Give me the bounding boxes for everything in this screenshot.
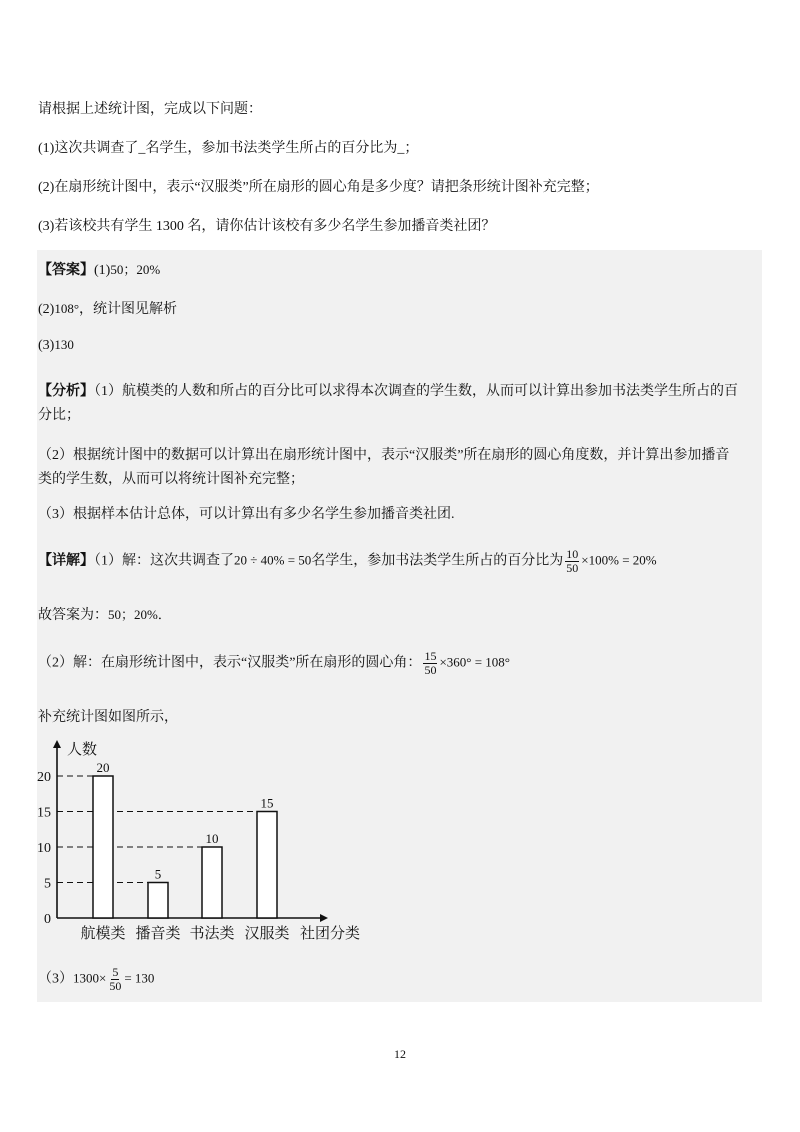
detail-line-2 <box>38 650 510 677</box>
detail-result-line <box>38 604 171 624</box>
detail-3-math-b: = 130 <box>124 970 155 986</box>
detail-line-3 <box>38 966 154 993</box>
detail-1-text: （1）解：这次共调查了 <box>94 553 234 569</box>
answer-2-prefix: (2) <box>38 302 55 317</box>
answer-line-2 <box>38 298 177 318</box>
detail-result-value: 50；20%． <box>108 607 171 622</box>
answer-tag: 【答案】 <box>38 263 94 278</box>
question-3: (3)若该校共有学生 1300 名，请你估计该校有多少名学生参加播音类社团？ <box>38 219 496 234</box>
question-1: (1)这次共调查了_名学生，参加书法类学生所占的百分比为_； <box>38 141 419 156</box>
detail-result-label: 故答案为： <box>38 608 108 623</box>
y-tick-label-10: 10 <box>37 841 51 856</box>
answer-line-1 <box>38 259 160 279</box>
answer-3-prefix: (3) <box>38 338 55 353</box>
category-label-2: 书法类 <box>189 926 235 942</box>
bar-value-label-0: 20 <box>96 760 110 775</box>
analysis-p2-line2: 类的学生数，从而可以将统计图补充完整； <box>38 472 304 487</box>
detail-2-fraction <box>423 650 437 677</box>
bar-1 <box>148 883 168 919</box>
bar-0 <box>93 776 113 918</box>
detail-2-math: ×360° = 108° <box>439 654 510 670</box>
bar-2 <box>202 847 222 918</box>
detail-tag: 【详解】 <box>38 553 94 569</box>
y-axis-arrow <box>53 740 61 748</box>
detail-1-frac-num: 10 <box>566 547 579 561</box>
detail-3-math-a: 1300× <box>73 970 107 986</box>
answer-2-value: 108° <box>54 301 80 316</box>
y-tick-label-15: 15 <box>37 805 51 821</box>
answer-1-value: 50；20% <box>110 262 161 277</box>
answer-line-3 <box>38 337 74 354</box>
analysis-p2-line1: （2）根据统计图中的数据可以计算出在扇形统计图中，表示“汉服类”所在扇形的圆心角度数，并计算出参加播音 <box>38 448 730 463</box>
bar-value-label-2: 10 <box>205 831 219 846</box>
y-tick-label-5: 5 <box>44 876 51 892</box>
bar-3 <box>257 812 277 919</box>
detail-1-math: 20 ÷ 40% = 50 <box>234 552 312 568</box>
x-axis-arrow <box>320 914 328 922</box>
analysis-p1-line1: （1）航模类的人数和所占的百分比可以求得本次调查的学生数，从而可以计算出参加书法类学生所占的百 <box>94 384 738 399</box>
analysis-p1-line2: 分比； <box>38 408 80 423</box>
detail-1-math2: ×100% = 20% <box>581 552 657 568</box>
bar-value-label-1: 5 <box>154 866 162 882</box>
detail-1-frac-den: 50 <box>566 561 579 575</box>
detail-3-frac-num: 5 <box>112 965 119 979</box>
detail-2-frac-den: 50 <box>424 663 437 677</box>
analysis-line-1 <box>38 380 738 400</box>
detail-1-text2: 名学生，参加书法类学生所占的百分比为 <box>311 553 564 569</box>
analysis-tag: 【分析】 <box>38 384 94 399</box>
detail-3-prefix: （3） <box>38 971 73 987</box>
page-number: 12 <box>394 1047 406 1061</box>
x-axis-title: 社团分类 <box>300 926 361 942</box>
category-label-1: 播音类 <box>135 926 181 942</box>
detail-2-text: （2）解：在扇形统计图中，表示“汉服类”所在扇形的圆心角： <box>38 655 422 671</box>
category-label-3: 汉服类 <box>244 926 290 942</box>
category-label-0: 航模类 <box>80 926 126 942</box>
detail-2-frac-num: 15 <box>424 649 437 663</box>
detail-fill-note: 补充统计图如图所示， <box>38 710 178 725</box>
detail-3-fraction <box>108 966 122 993</box>
detail-3-frac-den: 50 <box>109 979 122 993</box>
bar-value-label-3: 15 <box>260 795 274 811</box>
y-tick-label-20: 20 <box>37 770 51 785</box>
questions-intro: 请根据上述统计图，完成以下问题： <box>38 102 262 117</box>
answer-2-text: ，统计图见解析 <box>79 302 178 317</box>
question-2: (2)在扇形统计图中，表示“汉服类”所在扇形的圆心角是多少度？请把条形统计图补充完整； <box>38 180 599 195</box>
y-axis-title: 人数 <box>67 742 98 758</box>
bar-chart <box>30 735 380 950</box>
answer-3-value: 130 <box>54 337 74 352</box>
detail-1-fraction <box>565 548 579 575</box>
analysis-p3: （3）根据样本估计总体，可以计算出有多少名学生参加播音类社团. <box>38 507 455 522</box>
answer-1-prefix: (1) <box>94 263 111 278</box>
detail-line-1 <box>38 548 657 575</box>
y-tick-label-0: 0 <box>44 912 51 927</box>
